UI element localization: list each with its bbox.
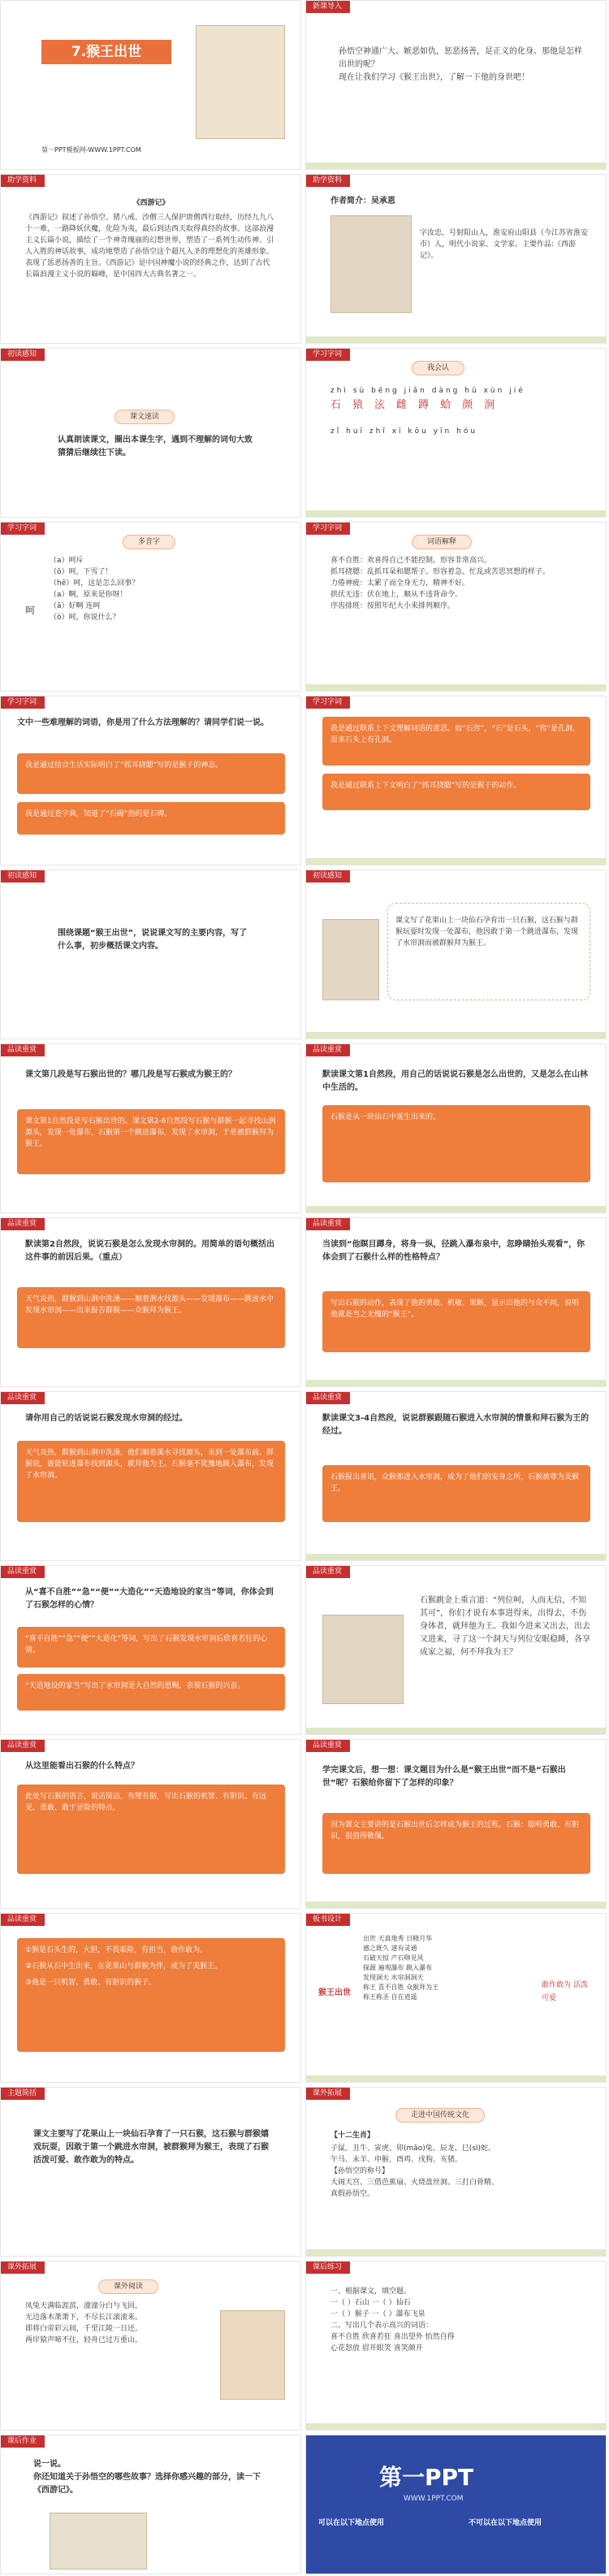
question-text: 从“喜不自胜”“急”“便”“大造化”“天造地设的家当”等词，你体会到了石猴怎样的心情？	[25, 1588, 274, 1610]
slide-tag: 助学资料	[1, 175, 45, 187]
slide-tag: 助学资料	[306, 175, 350, 187]
board-rows: 出世 天真地秀 日精月华 感之既久 遂有灵通 石破天惊 产石卵见风 探源 遍观瀑布 跳入瀑布 发现洞天 水帘洞洞天 称王 喜不自胜 众猴拜为王 称王称圣 自在逍遥	[363, 1935, 439, 2001]
slide-tag: 品读重赏	[306, 1566, 350, 1578]
bottom-bar	[306, 1206, 606, 1212]
slide-summary-task[interactable]	[0, 870, 301, 1039]
box-title: 课外阅读	[98, 2279, 158, 2294]
bottom-bar	[306, 2249, 606, 2256]
slide-tag: 初读感知	[1, 870, 45, 883]
brand-url: WWW.1PPT.COM	[404, 2495, 464, 2503]
monkey-cartoon	[50, 2513, 147, 2569]
question-text: 默读第2自然段，说说石猴是怎么发现水帘洞的。用简单的语句概括出这件事的前因后果。（重点）	[25, 1240, 274, 1262]
homework-text: 说一说。 你还知道关于孙悟空的哪些故事？选择你感兴趣的部分，读一下《西游记》。	[33, 2460, 261, 2495]
question-text: 默读课文3-4自然段，说说群猴跟随石猴进入水帘洞的情景和拜石猴为王的经过。	[322, 1414, 590, 1436]
answer-box: 写出石猴的动作，表现了他的勇敢、机敏、果断，显示出他的与众不同，说明他就是当之无愧的“猴王”。	[322, 1291, 590, 1352]
slide-tag: 学习字词	[1, 523, 45, 535]
slide-impressions[interactable]	[0, 1913, 301, 2083]
answer-box: ①猴是石头生的，大胆，不畏艰险，有担当，敢作敢为。 ②石猴从石中生出来，在花果山与群猴为伴，成为了美猴王。 ③他是一只机智、勇敢、有胆识的猴子。	[17, 1938, 285, 2052]
board-summary: 敢作敢为 活泼可爱	[542, 1981, 588, 2002]
slide-tag: 课后练习	[306, 2262, 350, 2274]
slide-tag: 课外拓展	[1, 2262, 45, 2274]
slide-tag: 学习字词	[306, 523, 350, 535]
box-title: 走进中国传统文化	[395, 2108, 485, 2123]
box-title: 课文速读	[114, 410, 175, 424]
watermark-text: 第一PPT模板网-WWW.1PPT.COM	[41, 146, 141, 154]
answer-box: 石猴报出喜讯，众猴都进入水帘洞，成为了他们的安身之所，石猴被尊为美猴王。	[322, 1465, 590, 1522]
answer-box: “天造地设的家当”写出了水帘洞是大自然的恩赐，表现石猴的兴奋。	[17, 1674, 285, 1711]
slide-journey[interactable]	[0, 174, 301, 344]
bottom-bar	[306, 336, 606, 343]
summary-answer: 课文写了花果山上一块仙石孕育出一只石猴，这石猴与群猴玩耍时发现一处瀑布，他因敢于第一个跳进瀑布，发现了水帘洞而被群猴拜为猴王。	[395, 917, 579, 948]
slide-tag: 学习字词	[306, 349, 350, 361]
slide-tag: 板书设计	[306, 1914, 350, 1926]
slide-exercises[interactable]	[305, 2261, 607, 2431]
question-text: 文中一些难理解的词语，你是用了什么方法理解的？请同学们说一说。	[17, 718, 269, 727]
bottom-bar	[306, 163, 606, 169]
slide-summary-answer[interactable]	[305, 870, 607, 1039]
vocab-list: 喜不自胜：欢喜得自己不能控制。形容非常高兴。 抓耳挠腮：乱抓耳朵和腮帮子。形容着急、忙乱或苦思冥想的样子。 力倦神疲：太累了而全身无力，精神不好。 拱伏无违：伏在地上，顺从不违背命令。 序齿排班：按照年纪大小来排列顺序。	[330, 557, 551, 610]
board-center: 猴王出世	[318, 1988, 351, 1997]
monkey-king-image	[322, 1615, 404, 1704]
polyphone-list: （a）呵斥 （ō）呵，下雪了！ （hē）呵，这是怎么回事？ （a）啊，原来是你呀！ （ā）好啊 连呵 （ò）呵，你说什么？	[50, 557, 140, 622]
poem-lines: 凤兔天满临涯滨，潼潼分白与飞回。 无边落木萧萧下，不尽长江滚滚来。 即将白帝彩云间，千里江陵一日还。 两岸猿声啼不住，轻舟已过万重山。	[25, 2302, 143, 2344]
slide-tag: 品读重赏	[306, 1392, 350, 1404]
bottom-bar	[306, 1032, 606, 1039]
slide-brand[interactable]	[305, 2435, 607, 2574]
summary-task: 围绕课题“猴王出世”，说说课文写的主要内容，写了什么事，初步概括课文内容。	[58, 929, 248, 951]
slide-tag: 课后作业	[1, 2435, 45, 2448]
slide-author[interactable]	[305, 174, 607, 344]
slide-tag: 品读重赏	[1, 1914, 45, 1926]
bottom-bar	[306, 1902, 606, 1908]
author-bio: 字汝忠，号射阳山人，淮安府山阳县（今江苏省淮安市）人，明代小说家、文学家。主要作品:《西游记》。	[420, 229, 589, 260]
answer-box: 石猴是从一块仙石中诞生出来的。	[322, 1105, 590, 1182]
slide-tag: 学习字词	[306, 696, 350, 709]
books-illustration	[220, 2310, 285, 2400]
answer-box: 我是通过联系上下文理解词语的意思。如“石窍”，“石”是石头，“窍”是孔洞，原来石头上有孔洞。	[322, 717, 590, 765]
slide-tag: 品读重赏	[1, 1218, 45, 1230]
monkey-speech: 石猴跳金上重言道：“列位呵，人而无信，不知其可”，你们才说有本事进得来，出得去，不伤身体者，就拜他为王。我如今进来又出去，出去又进来，寻了这一个洞天与列位安眠稳睡，各享成家之福，何不拜我为王？	[420, 1596, 590, 1657]
slide-paragraphs[interactable]	[0, 1043, 301, 1213]
pinyin-row: zhì sù bēng jiǎn dàng hǔ xùn jié	[330, 387, 525, 395]
question-text: 从这里能看出石猴的什么特点？	[25, 1762, 139, 1771]
slide-characters[interactable]	[305, 348, 607, 518]
slide-reading[interactable]	[0, 2261, 301, 2431]
exercise-list: 一、根据课文，填空题。 一（ ）石山 一（ ）仙石 一（ ）猴子 一（ ）瀑布飞泉 二、写出几个表示高兴的词语： 喜不自胜 欣喜若狂 喜出望外 怡然自得 心花怒放 眉开眼笑 喜笑颜开	[330, 2288, 455, 2353]
answer-box: 因为课文主要讲的是石猴出世后怎样成为猴王的过程。石猴：聪明勇敢、有胆识，很值得敬佩。	[322, 1813, 590, 1874]
question-text: 默读课文第1自然段，用自己的话说说石猴是怎么出世的，又是怎么在山林中生活的。	[322, 1070, 588, 1092]
slide-reading-intro[interactable]	[0, 348, 301, 518]
answer-box: 天气炎热，群猴到山涧中洗澡——顺着涧水找源头——发现瀑布——跳进水中发现水帘洞——出来报告群猴——众猴拜为猴王。	[17, 1287, 285, 1348]
slide-title[interactable]	[0, 0, 301, 170]
author-portrait	[330, 215, 412, 313]
slide-tag: 品读重赏	[1, 1044, 45, 1056]
answer-box: “喜不自胜”“急”“便”“大造化”等词，写出了石猴发现水帘洞后欣喜若狂的心情。	[17, 1627, 285, 1667]
slide-tag: 品读重赏	[1, 1392, 45, 1404]
question-text: 课文第几段是写石猴出世的？哪几段是写石猴成为猴王的？	[25, 1070, 236, 1079]
question-text: 学完课文后，想一想：课文题目为什么是“猴王出世”而不是“石猴出世”呢？石猴给你留下了怎样的印象？	[322, 1766, 566, 1788]
slide-retell[interactable]	[0, 1391, 301, 1561]
slide-title-question[interactable]	[305, 1739, 607, 1909]
slide-tag: 学习字词	[1, 696, 45, 709]
slide-tag: 品读重赏	[306, 1218, 350, 1230]
bottom-bar	[306, 2075, 606, 2082]
slide-tag: 主题简括	[1, 2088, 45, 2100]
box-title: 我会认	[412, 361, 464, 375]
question-text: 请你用自己的话说说石猴发现水帘洞的经过。	[25, 1414, 188, 1423]
slide-tag: 品读重赏	[1, 1740, 45, 1752]
box-title: 多音字	[123, 535, 175, 549]
slide-tag: 初读感知	[1, 349, 45, 361]
slide-speech[interactable]	[305, 1565, 607, 1735]
slide-mood[interactable]	[0, 1565, 301, 1735]
slide-vocabulary[interactable]	[305, 522, 607, 692]
answer-box: 我是通过查字典，知道了“石碣”指的是石碑。	[17, 802, 285, 835]
bottom-bar	[306, 510, 606, 517]
answer-box: 我是通过结合生活实际明白了“抓耳挠腮”写的是猴子的神态。	[17, 753, 285, 794]
bottom-bar	[306, 1554, 606, 1560]
allowed-heading: 可以在以下地点使用	[318, 2519, 385, 2527]
question-text: 当读到“他瞑目蹲身，将身一纵，径跳入瀑布泉中，忽睁睛抬头观看”，你体会到了石猴什么样的性格特点？	[322, 1240, 585, 1262]
author-heading: 作者简介：吴承恩	[330, 197, 395, 206]
monkey-illustration	[196, 25, 285, 139]
monkey-figure	[322, 919, 379, 1000]
slide-word-methods[interactable]	[0, 696, 301, 865]
bottom-bar	[306, 858, 606, 865]
book-title: 《西游记》	[132, 199, 170, 207]
slide-tag: 品读重赏	[306, 1740, 350, 1752]
answer-box: 我是通过联系上下文明白了“抓耳挠腮”写的是猴子的动作。	[322, 774, 590, 810]
lesson-title: 7.猴王出世	[41, 40, 171, 64]
slide-theme[interactable]	[0, 2087, 301, 2257]
slide-intro[interactable]	[305, 0, 607, 170]
bottom-bar	[306, 1728, 606, 1734]
slide-word-methods-2[interactable]	[305, 696, 607, 865]
theme-summary: 课文主要写了花果山上一块仙石孕育了一只石猴，这石猴与群猴嬉戏玩耍，因敢于第一个跳进水帘洞，被群猴拜为猴王，表现了石猴活泼可爱、敢作敢为的特点。	[33, 2130, 269, 2165]
slide-homework[interactable]	[0, 2435, 301, 2574]
answer-box: 此处写石猴的语言，说话简洁，有理有据，写出石猴的机智、有胆识、有远见、勇敢、敢于冒险的特点。	[17, 1785, 285, 1874]
slide-tag: 新课导入	[306, 1, 350, 13]
slide-board-design[interactable]	[305, 1913, 607, 2083]
bottom-bar	[306, 1380, 606, 1386]
disallowed-heading: 不可以在以下地点使用	[469, 2519, 542, 2527]
slide-birth[interactable]	[305, 1043, 607, 1213]
slide-tag: 初读感知	[306, 870, 350, 883]
character-row: 石猿泫雌蹲蛤颜涧	[330, 399, 507, 411]
brand-logo: 第一PPT	[379, 2464, 474, 2491]
slide-tag: 品读重赏	[1, 1566, 45, 1578]
slide-polyphones[interactable]	[0, 522, 301, 692]
culture-heading: 【十二生肖】	[330, 2131, 375, 2140]
book-intro: 《西游记》叙述了孙悟空、猪八戒、沙僧三人保护唐僧西行取经，历经九九八十一难，一路降妖伏魔，化险为夷，最后到达西天取得真经的故事。这部浪漫主义长篇小说，描绘了一个神奇瑰丽的幻想世界，塑造了一系列生动传神、引人入胜的神话故事，成功地塑造了孙悟空这个超凡入圣的理想化的英雄形象。表现了惩恶扬善的主旨。《西游记》是中国神魔小说的经典之作，达到了古代长篇浪漫主义小说的巅峰，是中国四大古典名著之一。	[25, 214, 274, 279]
answer-box: 课文第1自然段是写石猴出世的。课文第2-6自然段写石猴与群猴一起寻找山涧源头，发现一处瀑布，石猴第一个跳进瀑布，发现了水帘洞，于是被群猴拜为猴王。	[17, 1109, 285, 1174]
slide-tag: 课外拓展	[306, 2088, 350, 2100]
slide-cave-entry[interactable]	[305, 1391, 607, 1561]
answer-box: 天气炎热，群猴到山涧中洗澡，他们顺着溪水寻找源头，来到一处瀑布前。群猴说，谁能钻进瀑布找到源头，就拜他为王。石猴毫不犹豫地跳入瀑布，发现了水帘洞。	[17, 1441, 285, 1522]
intro-text: 孙悟空神通广大、嫉恶如仇，惩恶扬善，是正义的化身。那他是怎样出世的呢？ 现在让我们学习《猴王出世》，了解一下他的身世吧！	[339, 47, 582, 82]
bottom-bar	[306, 684, 606, 691]
box-title: 词语解释	[412, 535, 472, 549]
slide-tag: 品读重赏	[306, 1044, 350, 1056]
slide-character-trait[interactable]	[305, 1217, 607, 1387]
slide-traits[interactable]	[0, 1739, 301, 1909]
culture-list: 子鼠、丑牛、寅虎、卯(mǎo)兔、辰龙、巳(sì)蛇、 午马、未羊、申猴、酉鸡、戌狗、亥猪。 【孙悟空的称号】 大闹天宫、三借芭蕉扇、火烧盘丝洞、三打白骨精、 真假孙悟空。	[330, 2144, 499, 2198]
slide-culture[interactable]	[305, 2087, 607, 2257]
bottom-bar	[306, 2423, 606, 2430]
slide-discovery[interactable]	[0, 1217, 301, 1387]
pinyin-row-2: zǐ huī zhǐ xī kōu yīn hóu	[330, 427, 478, 436]
reading-instruction: 认真朗读课文，圈出本课生字，遇到不理解的词句大致猜猜后继续往下读。	[58, 436, 253, 458]
polyphone-char: 呵	[25, 605, 36, 616]
